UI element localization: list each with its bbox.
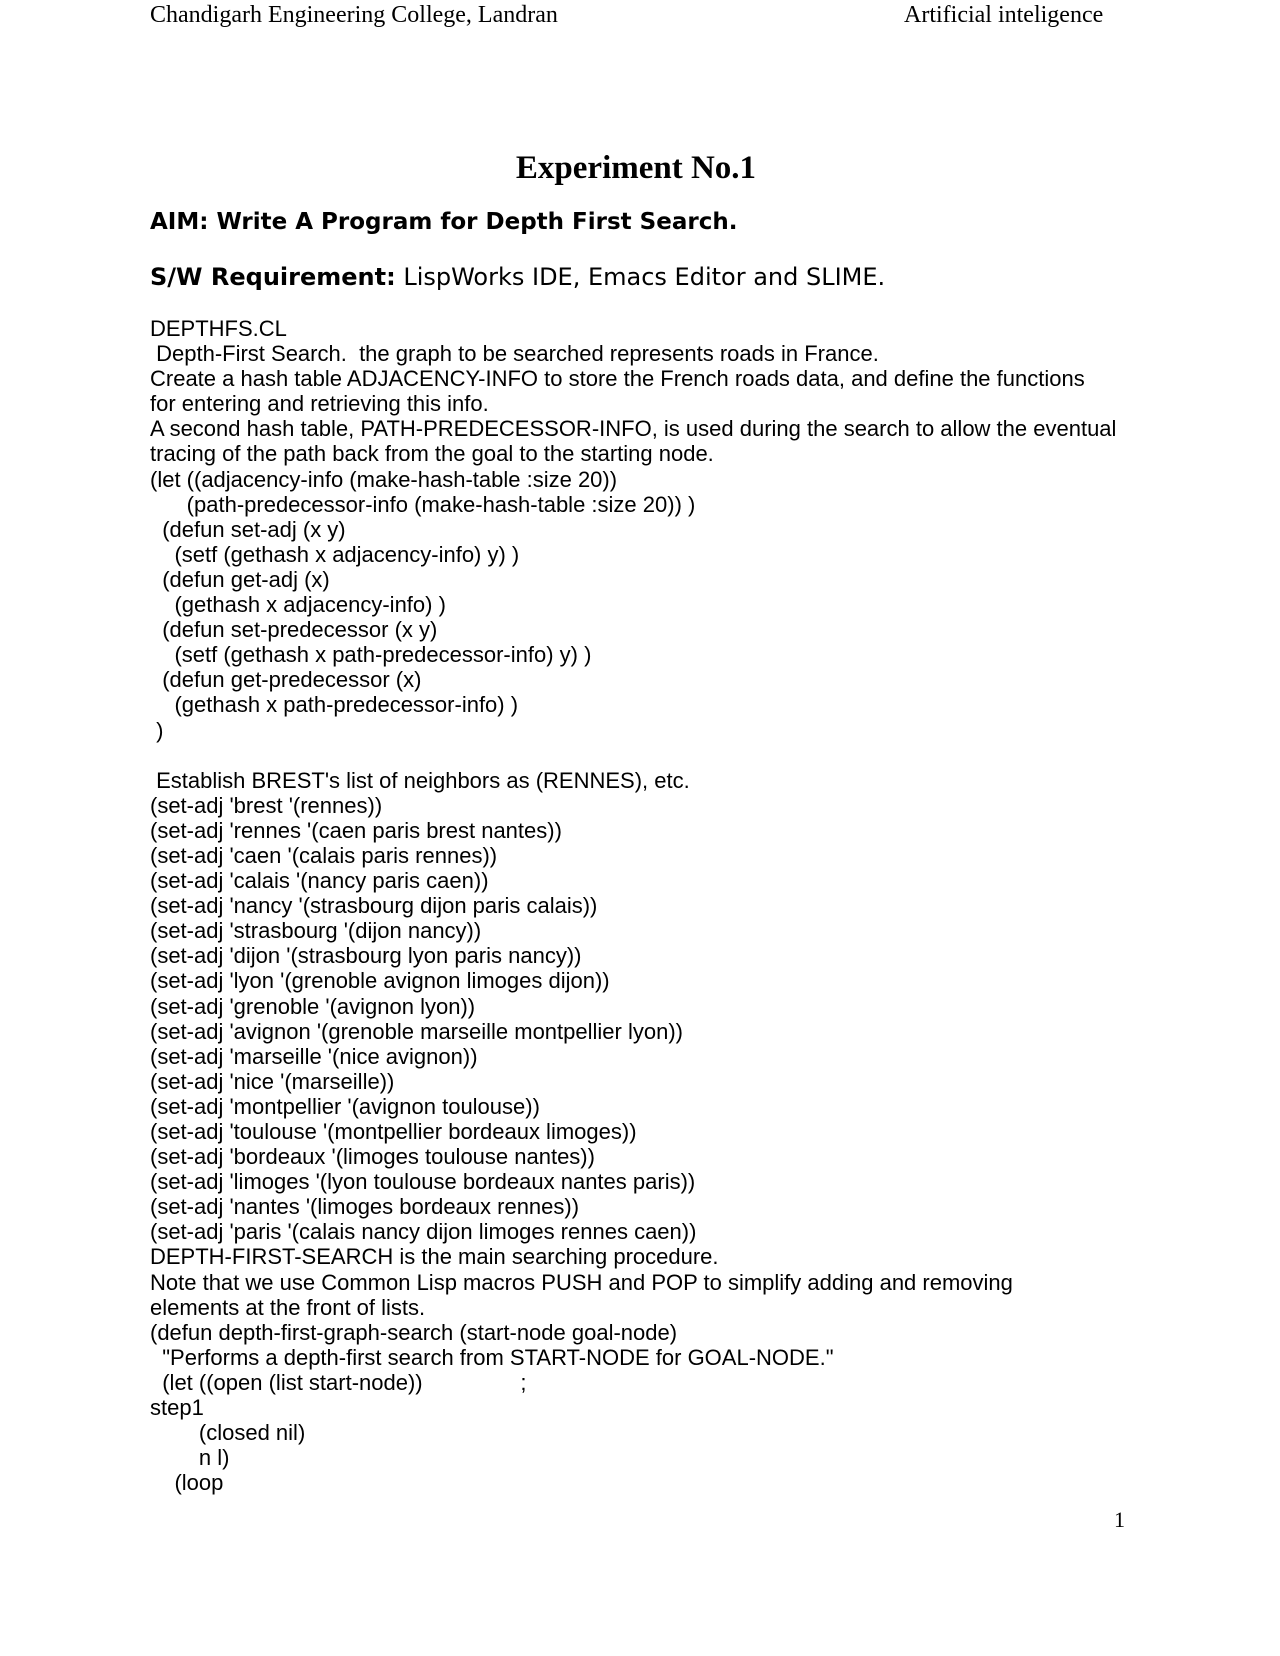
text-line: (set-adj 'marseille '(nice avignon)) — [150, 1043, 478, 1069]
text-line: Depth-First Search. the graph to be searched represents roads in France. — [150, 341, 879, 367]
text-line: Establish BREST's list of neighbors as (RENNES), etc. — [150, 767, 690, 793]
text-line: (set-adj 'limoges '(lyon toulouse bordeaux nantes paris)) — [150, 1169, 696, 1195]
text-line: (set-adj 'nantes '(limoges bordeaux rennes)) — [150, 1194, 580, 1220]
text-line: (set-adj 'calais '(nancy paris caen)) — [150, 868, 489, 894]
document-body — [150, 316, 1270, 1495]
text-line: n l) — [150, 1445, 230, 1471]
text-line: DEPTH-FIRST-SEARCH is the main searching procedure. — [150, 1244, 719, 1270]
text-line: (let ((adjacency-info (make-hash-table :size 20)) — [150, 466, 618, 492]
text-line — [150, 743, 1270, 768]
text-line: "Performs a depth-first search from START-NODE for GOAL-NODE." — [150, 1344, 834, 1370]
text-line: ) — [150, 717, 164, 743]
text-line: (closed nil) — [150, 1420, 306, 1446]
text-line: (defun depth-first-graph-search (start-node goal-node) — [150, 1319, 678, 1345]
page-title: Experiment No.1 — [515, 150, 757, 186]
text-line: (gethash x adjacency-info) ) — [150, 592, 446, 618]
text-line: (set-adj 'dijon '(strasbourg lyon paris nancy)) — [150, 943, 582, 969]
text-line: (set-adj 'brest '(rennes)) — [150, 792, 383, 818]
text-line: (defun set-predecessor (x y) — [150, 617, 438, 643]
text-line: (defun get-predecessor (x) — [150, 667, 422, 693]
text-line: (set-adj 'rennes '(caen paris brest nantes)) — [150, 817, 562, 843]
text-line: (set-adj 'paris '(calais nancy dijon limoges rennes caen)) — [150, 1219, 697, 1245]
text-line: (setf (gethash x adjacency-info) y) ) — [150, 541, 520, 567]
text-line: (defun get-adj (x) — [150, 566, 330, 592]
text-line: tracing of the path back from the goal to the starting node. — [150, 441, 714, 467]
text-line: for entering and retrieving this info. — [150, 391, 489, 417]
text-line: (set-adj 'montpellier '(avignon toulouse)) — [150, 1093, 540, 1119]
text-line: (set-adj 'nice '(marseille)) — [150, 1068, 395, 1094]
sw-requirement-label: S/W Requirement: — [150, 263, 396, 291]
text-line: (set-adj 'caen '(calais paris rennes)) — [150, 842, 498, 868]
text-line: (set-adj 'toulouse '(montpellier bordeaux limoges)) — [150, 1119, 637, 1144]
text-line: (setf (gethash x path-predecessor-info) y) ) — [150, 642, 592, 668]
text-line: (set-adj 'strasbourg '(dijon nancy)) — [150, 918, 482, 944]
text-line: (path-predecessor-info (make-hash-table :size 20)) ) — [150, 491, 696, 517]
text-line: A second hash table, PATH-PREDECESSOR-INFO, is used during the search to allow the eventual — [150, 416, 1117, 442]
header-subject: Artificial inteligence — [904, 2, 1104, 28]
header-institution: Chandigarh Engineering College, Landran — [150, 2, 558, 28]
text-line: (defun set-adj (x y) — [150, 516, 346, 542]
page-number: 1 — [1114, 1507, 1125, 1532]
sw-requirement-value: LispWorks IDE, Emacs Editor and SLIME. — [395, 263, 886, 291]
sw-requirement — [150, 261, 885, 293]
text-line: Create a hash table ADJACENCY-INFO to store the French roads data, and define the functions — [150, 366, 1085, 392]
aim-statement: AIM: Write A Program for Depth First Search. — [150, 209, 738, 235]
text-line: (let ((open (list start-node)) ; — [150, 1369, 527, 1395]
text-line: (loop — [150, 1470, 224, 1496]
text-line: (set-adj 'bordeaux '(limoges toulouse nantes)) — [150, 1144, 595, 1170]
text-line: (set-adj 'avignon '(grenoble marseille montpellier lyon)) — [150, 1018, 683, 1044]
text-line: Note that we use Common Lisp macros PUSH and POP to simplify adding and removing — [150, 1269, 1013, 1295]
text-line: (set-adj 'lyon '(grenoble avignon limoges dijon)) — [150, 968, 610, 994]
text-line: (gethash x path-predecessor-info) ) — [150, 692, 519, 718]
text-line: DEPTHFS.CL — [150, 316, 287, 341]
text-line: step1 — [150, 1395, 204, 1421]
text-line: (set-adj 'nancy '(strasbourg dijon paris calais)) — [150, 893, 598, 919]
text-line: elements at the front of lists. — [150, 1294, 426, 1320]
text-line: (set-adj 'grenoble '(avignon lyon)) — [150, 993, 476, 1019]
